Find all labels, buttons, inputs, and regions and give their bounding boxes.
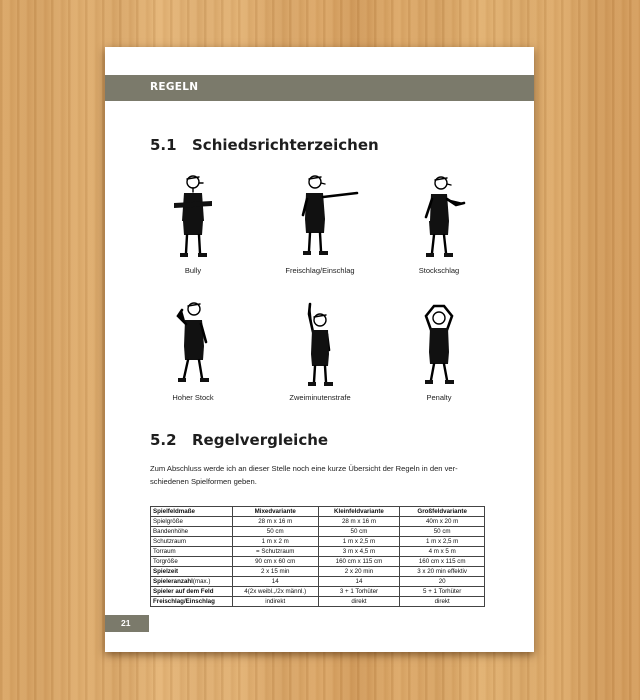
table-cell: Bandenhöhe: [151, 527, 233, 537]
table-cell: 90 cm x 60 cm: [232, 557, 318, 567]
signal-label: Zweiminutenstrafe: [289, 393, 351, 402]
table-row: [151, 537, 485, 547]
table-row: [151, 557, 485, 567]
table-cell: 3 m x 4,5 m: [318, 547, 400, 557]
chapter-title: REGELN: [150, 81, 199, 93]
rules-comparison-table: [150, 506, 485, 607]
referee-stockschlag-illustration: [384, 171, 494, 263]
page-number-badge: [105, 615, 149, 632]
table-cell: 50 cm: [232, 527, 318, 537]
table-cell: 2 x 20 min: [318, 567, 400, 577]
signal-label: Penalty: [426, 393, 452, 402]
table-cell: 14: [232, 577, 318, 587]
table-cell: 14: [318, 577, 400, 587]
table-cell: 1 m x 2 m: [232, 537, 318, 547]
referee-hoher-stock-illustration: [138, 298, 248, 390]
table-cell: Spieler auf dem Feld: [151, 587, 233, 597]
section-heading-5-1: [150, 136, 379, 154]
table-cell: 1 m x 2,5 m: [400, 537, 485, 547]
table-cell: Spielgröße: [151, 517, 233, 527]
table-header-cell: Großfeldvariante: [400, 507, 485, 517]
table-cell: 3 + 1 Torhüter: [318, 587, 400, 597]
table-cell: 5 + 1 Torhüter: [400, 587, 485, 597]
table-cell: 28 m x 16 m: [318, 517, 400, 527]
section-number: 5.2: [150, 431, 177, 449]
table-header-cell: Spielfeldmaße: [151, 507, 233, 517]
row-label: Spieleranzahl: [153, 578, 193, 585]
table-cell: [151, 577, 233, 587]
table-cell: direkt: [318, 597, 400, 607]
signal-stockschlag: [384, 171, 494, 275]
table-cell: 3 x 20 min effektiv: [400, 567, 485, 577]
section-heading-5-2: [150, 431, 328, 449]
table-cell: 4 m x 5 m: [400, 547, 485, 557]
table-cell: 2 x 15 min: [232, 567, 318, 577]
page-number: 21: [121, 618, 131, 628]
table-cell: Freischlag/Einschlag: [151, 597, 233, 607]
signal-penalty: [384, 298, 494, 402]
section-title: Regelvergleiche: [192, 431, 329, 449]
document-page: [105, 47, 534, 652]
referee-freischlag-illustration: [265, 171, 375, 263]
signal-label: Bully: [184, 266, 202, 275]
table-row: [151, 577, 485, 587]
table-cell: 50 cm: [400, 527, 485, 537]
referee-bully-illustration: [138, 171, 248, 263]
signal-zweiminutenstrafe: [265, 298, 375, 402]
table-cell: 4(2x weibl.,/2x männl.): [232, 587, 318, 597]
section-title: Schiedsrichterzeichen: [192, 136, 379, 154]
referee-penalty-illustration: [384, 298, 494, 390]
intro-line: schiedenen Spielformen geben.: [150, 476, 257, 486]
table-cell: direkt: [400, 597, 485, 607]
table-row: [151, 517, 485, 527]
chapter-header-bar: [105, 75, 534, 101]
table-header-cell: Kleinfeldvariante: [318, 507, 400, 517]
table-row: [151, 597, 485, 607]
table-cell: 28 m x 16 m: [232, 517, 318, 527]
table-header-cell: Mixedvariante: [232, 507, 318, 517]
section-number: 5.1: [150, 136, 177, 154]
intro-paragraph: [150, 463, 495, 488]
signal-label: Stockschlag: [418, 266, 460, 275]
table-row: [151, 587, 485, 597]
table-cell: Torraum: [151, 547, 233, 557]
signal-label: Freischlag/Einschlag: [285, 266, 355, 275]
table-cell: Spielzeit: [151, 567, 233, 577]
signal-label: Hoher Stock: [172, 393, 214, 402]
table-cell: 20: [400, 577, 485, 587]
table-cell: = Schutzraum: [232, 547, 318, 557]
referee-zweiminutenstrafe-illustration: [265, 298, 375, 390]
table-cell: 160 cm x 115 cm: [400, 557, 485, 567]
row-label-suffix: (max.): [192, 578, 211, 585]
table-cell: 50 cm: [318, 527, 400, 537]
table-cell: 40m x 20 m: [400, 517, 485, 527]
table-row: [151, 547, 485, 557]
table-row: [151, 527, 485, 537]
intro-line: Zum Abschluss werde ich an dieser Stelle noch eine kurze Übersicht der Regeln in den ver-: [150, 464, 458, 473]
table-cell: 1 m x 2,5 m: [318, 537, 400, 547]
table-row: [151, 567, 485, 577]
table-cell: indirekt: [232, 597, 318, 607]
table-cell: Schutzraum: [151, 537, 233, 547]
table-cell: 160 cm x 115 cm: [318, 557, 400, 567]
table-header-row: [151, 507, 485, 517]
signal-freischlag: [265, 171, 375, 275]
table-cell: Torgröße: [151, 557, 233, 567]
signal-bully: [138, 171, 248, 275]
signal-hoher-stock: [138, 298, 248, 402]
